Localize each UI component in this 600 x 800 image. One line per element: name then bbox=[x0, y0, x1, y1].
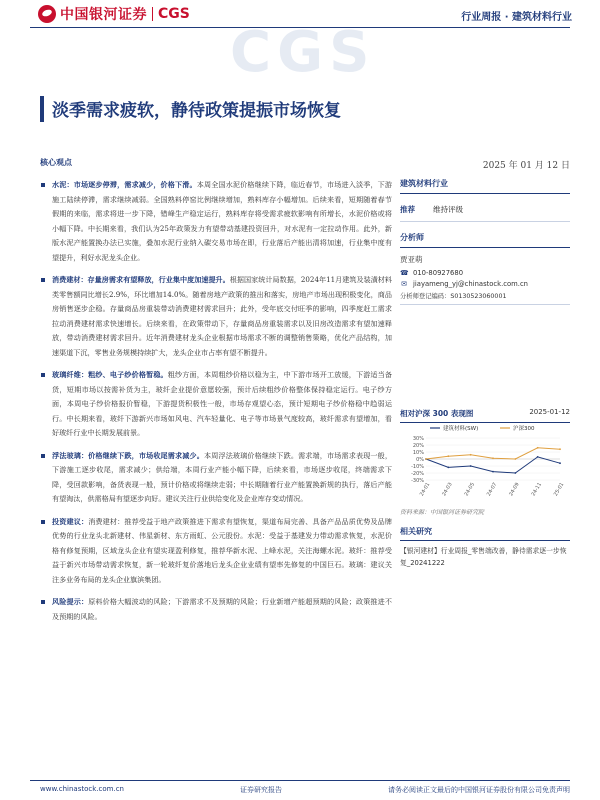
paragraph-body: 本周全国水泥价格继续下降，临近春节，市场进入淡季，下游施工陆续停滞，需求继续减弱。全国熟料停窑比例继续增加，熟料库存小幅增加。后续来看，短期随着春节假期的来临，需求将进一步下降，错峰生产稳定运行，熟料库存将受需求疲软影响有所增长，水泥价格或将小幅下降。中长期来看，我们认为25年政策发力有望带动基建投资回升，对水泥有一定拉动作用。此外，新版水泥产能置换办法已实施，叠加水泥行业纳入碳交易市场在即，行业落后产能出清将加速，行业集中度有望提升，利好水泥龙头企业。 bbox=[52, 180, 393, 262]
y-tick-label: 30% bbox=[412, 436, 424, 442]
chart-container bbox=[400, 422, 570, 504]
paragraph-consumer-materials bbox=[40, 273, 392, 360]
footer-disclaimer: 请务必阅读正文最后的中国银河证券股份有限公司免责声明 bbox=[388, 786, 570, 794]
logo-mark-icon bbox=[38, 5, 56, 23]
y-tick-label: -20% bbox=[411, 471, 424, 477]
section-label: 核心观点 bbox=[40, 158, 72, 167]
footer-divider bbox=[30, 780, 570, 781]
watermark: CGS bbox=[230, 20, 376, 85]
title-accent-bar bbox=[40, 96, 44, 122]
x-tick-label: 25-01 bbox=[552, 481, 566, 498]
analyst-name: 贾亚萌 bbox=[400, 255, 423, 264]
chart-source: 资料来源：中国银河证券研究院 bbox=[400, 509, 485, 516]
phone-icon: ☎ bbox=[400, 269, 409, 277]
report-tag: 行业周报 · 建筑材料行业 bbox=[461, 12, 572, 23]
chart-date: 2025-01-12 bbox=[529, 408, 570, 416]
paragraph-lead: 消费建材：存量房需求有望释放，行业集中度加速提升。 bbox=[52, 275, 230, 284]
paragraph-body: 根据国家统计局数据，2024年11月建筑及装潢材料类零售额同比增长2.9%，环比增加14.0%。随着房地产政策的推出和落实，房地产市场出现积极变化，商品房销售逐步企稳。存量商品房重装带动消费建材需求回升；此外，受年底交付旺季的影响，四季度赶工需求拉动消费建材需求快速增长。后续来看，在政策带动下，存量商品房重装需求以及旧房改造需求有望加速释放，带动消费建材需求回升。近年消费建材龙头企业根据市场需求不断的调整销售策略，优化产品结构，加速渠道下沉，零售业务规模持续扩大，龙头企业市占率有望不断提升。 bbox=[52, 275, 393, 357]
analyst-phone bbox=[400, 269, 570, 277]
email-address[interactable]: jiayameng_yj@chinastock.com.cn bbox=[413, 280, 528, 288]
x-tick-label: 24-03 bbox=[441, 481, 454, 498]
footer-label: 证券研究报告 bbox=[240, 786, 282, 794]
sidebar bbox=[400, 178, 570, 305]
series-point bbox=[470, 454, 472, 456]
y-tick-label: 20% bbox=[412, 443, 424, 449]
series-point bbox=[447, 455, 449, 457]
paragraph-lead: 水泥：市场逐步停滞，需求减少，价格下滑。 bbox=[52, 180, 197, 189]
paragraph-body: 消费建材：推荐受益于地产政策推进下需求有望恢复，渠道布局完善、具备产品品质优势及品牌优势的行业龙头北新建材、伟星新材、东方雨虹、公元股份。水泥：受益于基建发力带动需求恢复，水泥价格有修复预期，区域龙头企业有望实现盈利修复，推荐华新水泥、上峰水泥，关注海螺水泥。玻纤：推荐受益于新兴市场带动需求恢复，新一轮玻纤复价落地后龙头企业业绩有望率先修复的中国巨石。玻璃：建议关注多业务布局的龙头企业旗滨集团。 bbox=[52, 516, 392, 584]
series-point bbox=[447, 467, 449, 469]
legend-label: 沪深300 bbox=[513, 426, 535, 432]
y-tick-label: -30% bbox=[411, 478, 424, 484]
series-point bbox=[470, 465, 472, 467]
rating-key: 推荐 bbox=[400, 205, 415, 214]
series-point bbox=[425, 458, 427, 460]
phone-number: 010-80927680 bbox=[413, 269, 464, 277]
paragraph-float-glass bbox=[40, 449, 392, 507]
y-tick-label: 10% bbox=[412, 450, 424, 456]
analyst-email[interactable] bbox=[400, 280, 570, 288]
analyst-heading: 分析师 bbox=[400, 232, 570, 248]
y-tick-label: 0% bbox=[416, 457, 424, 463]
series-point bbox=[559, 462, 561, 464]
paragraph-body: 粗纱方面，本周粗纱价格以稳为主，中下游市场开工放缓，下游适当备货，短期市场以按需补货为主，玻纤企业提价意愿较强，预计后续粗纱价格整体保持稳定运行。电子纱方面，本周电子纱价格报价暂稳，下游提货积极性一般，市场存观望心态，预计短期电子纱价格稳中趋弱运行。中长期来看，玻纤下游新兴市场如风电、汽车轻量化、电子等市场景气度较高，玻纤需求有望增加，看好玻纤行业中长期发展前景。 bbox=[52, 370, 393, 437]
logo-text-cn: 中国银河证券 bbox=[60, 7, 147, 23]
legend-label: 建筑材料(SW) bbox=[443, 426, 479, 432]
paragraph-body: 本周浮法玻璃价格继续下跌。需求端，市场需求表现一般，下游施工逐步收尾，需求减少；供给端，本周行业产能小幅下降，后续来看，市场逐步收尾，终端需求下降，受回款影响，备货表现一般，预计价格或将继续走弱；中长期随着行业产能置换新规的执行，落后产能有望淘汰，供需格局有望逐步向好。建议关注行业供给变化及企业库存变动情况。 bbox=[52, 450, 393, 503]
series-point bbox=[537, 456, 539, 458]
performance-chart bbox=[400, 422, 570, 504]
series-point bbox=[492, 457, 494, 459]
series-point bbox=[514, 458, 516, 460]
series-point bbox=[514, 472, 516, 474]
paragraph-lead: 浮法玻璃：价格继续下跌，市场收尾需求减少。 bbox=[52, 450, 204, 460]
paragraph-glass-fiber bbox=[40, 368, 392, 441]
logo bbox=[38, 4, 190, 24]
paragraph-risk-warning bbox=[40, 595, 392, 624]
x-tick-label: 24-09 bbox=[508, 481, 521, 498]
paragraph-body: 原料价格大幅波动的风险；下游需求不及预期的风险；行业新增产能超预期的风险；政策推进不及预期的风险。 bbox=[52, 597, 392, 621]
x-tick-label: 24-11 bbox=[530, 481, 544, 498]
x-tick-label: 24-07 bbox=[485, 481, 499, 498]
chart-title: 相对沪深 300 表现图 bbox=[400, 409, 474, 418]
paragraph-lead: 风险提示： bbox=[52, 597, 89, 606]
y-tick-label: -10% bbox=[411, 464, 424, 470]
x-tick-label: 24-05 bbox=[463, 481, 477, 498]
x-tick-label: 24-01 bbox=[418, 481, 432, 498]
rating-row bbox=[400, 200, 570, 222]
paragraph-lead: 投资建议： bbox=[52, 516, 89, 526]
analyst-registration: 分析师登记编码：S0130523060001 bbox=[400, 291, 570, 305]
related-heading: 相关研究 bbox=[400, 526, 570, 541]
series-point bbox=[537, 447, 539, 449]
paragraph-cement bbox=[40, 178, 392, 265]
paragraph-lead: 玻璃纤维：粗纱、电子纱价格暂稳。 bbox=[52, 370, 168, 379]
series-line bbox=[426, 457, 560, 473]
series-point bbox=[559, 448, 561, 450]
industry-heading: 建筑材料行业 bbox=[400, 178, 570, 194]
email-icon: ✉ bbox=[401, 280, 407, 288]
main-content bbox=[40, 178, 392, 632]
report-date: 2025 年 01 月 12 日 bbox=[482, 161, 570, 171]
logo-divider bbox=[152, 7, 153, 21]
paragraph-investment-advice bbox=[40, 515, 392, 588]
logo-text-en: CGS bbox=[158, 6, 190, 22]
chart-header bbox=[400, 408, 570, 423]
footer-url[interactable]: www.chinastock.com.cn bbox=[40, 785, 124, 793]
page-title: 淡季需求疲软，静待政策提振市场恢复 bbox=[52, 101, 341, 121]
series-point bbox=[492, 471, 494, 473]
rating-value: 维持评级 bbox=[433, 205, 463, 214]
related-item[interactable]: 【银河建材】行业周报_零售端改善，静待需求逐一步恢复_20241222 bbox=[400, 547, 567, 567]
